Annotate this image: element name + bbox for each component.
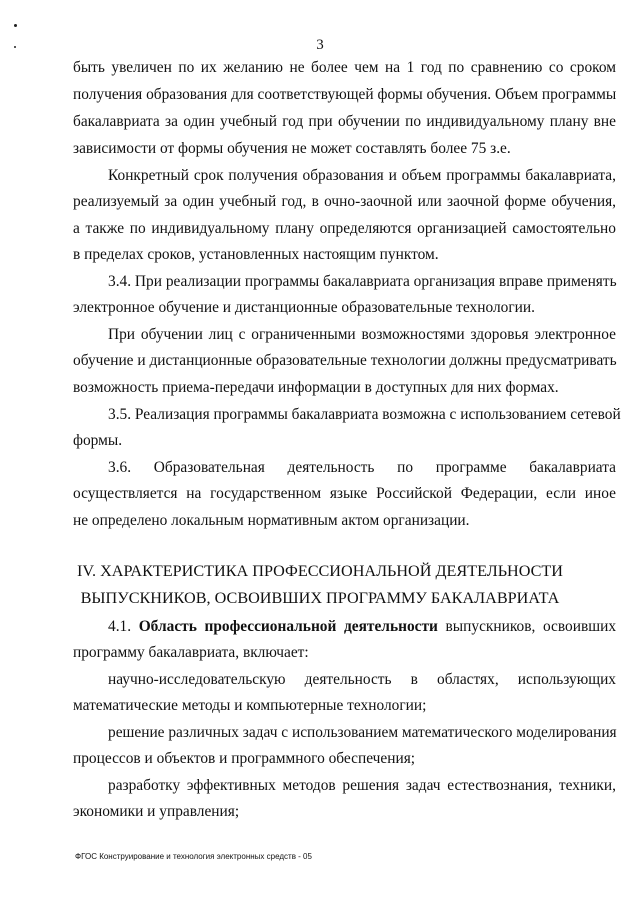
body-line: формы.	[73, 432, 123, 449]
document-footer: ФГОС Конструирование и технология электронных средств - 05	[75, 852, 312, 861]
body-line: 3.5. Реализация программы бакалавриата возможна с использованием сетевой	[108, 406, 621, 423]
list-item: экономики и управления;	[73, 803, 240, 820]
body-line: зависимости от формы обучения не может составлять более 75 з.е.	[73, 140, 511, 157]
body-line: возможность приема-передачи информации в доступных для них формах.	[73, 379, 559, 396]
page-number: 3	[316, 37, 324, 53]
body-line: обучение и дистанционные образовательные технологии должны предусматривать	[73, 352, 617, 369]
body-line: не определено локальным нормативным актом организации.	[73, 512, 470, 529]
body-line: 3.6. Образовательная деятельность по программе бакалавриата	[108, 459, 616, 476]
body-line: реализуемый за один учебный год, в очно-заочной или заочной форме обучения,	[73, 193, 616, 210]
body-line: осуществляется на государственном языке Российской Федерации, если иное	[73, 485, 616, 502]
clause-number: 4.1.	[108, 618, 139, 635]
body-line: электронное обучение и дистанционные образовательные технологии.	[73, 299, 535, 316]
list-item: математические методы и компьютерные технологии;	[73, 697, 427, 714]
body-line: 3.4. При реализации программы бакалавриата организация вправе применять	[108, 273, 617, 290]
list-item: научно-исследовательскую деятельность в областях, использующих	[108, 671, 616, 688]
list-item: разработку эффективных методов решения задач естествознания, техники,	[108, 777, 616, 794]
section-heading-line2: ВЫПУСКНИКОВ, ОСВОИВШИХ ПРОГРАММУ БАКАЛАВРИАТА	[80, 589, 560, 607]
body-line: При обучении лиц с ограниченными возможностями здоровья электронное	[108, 326, 616, 343]
body-line: Конкретный срок получения образования и объем программы бакалавриата,	[108, 167, 616, 184]
body-line: в пределах сроков, установленных настоящим пунктом.	[73, 246, 439, 263]
bold-term: Область профессиональной деятельности	[138, 618, 438, 635]
scan-speck	[14, 24, 17, 27]
body-line: программу бакалавриата, включает:	[73, 644, 309, 661]
body-line: бакалавриата за один учебный год при обучении по индивидуальному плану вне	[73, 113, 616, 130]
body-line: быть увеличен по их желанию не более чем на 1 год по сравнению со сроком	[73, 59, 616, 76]
body-line: а также по индивидуальному плану определяются организацией самостоятельно	[73, 220, 616, 237]
body-line	[108, 617, 616, 637]
list-item: решение различных задач с использованием математического моделирования	[108, 724, 617, 741]
clause-text: выпускников, освоивших	[437, 618, 617, 635]
body-line: получения образования для соответствующей формы обучения. Объем программы	[73, 86, 617, 103]
list-item: процессов и объектов и программного обеспечения;	[73, 750, 416, 767]
section-heading-line1: IV. ХАРАКТЕРИСТИКА ПРОФЕССИОНАЛЬНОЙ ДЕЯТЕЛЬНОСТИ	[77, 562, 563, 580]
